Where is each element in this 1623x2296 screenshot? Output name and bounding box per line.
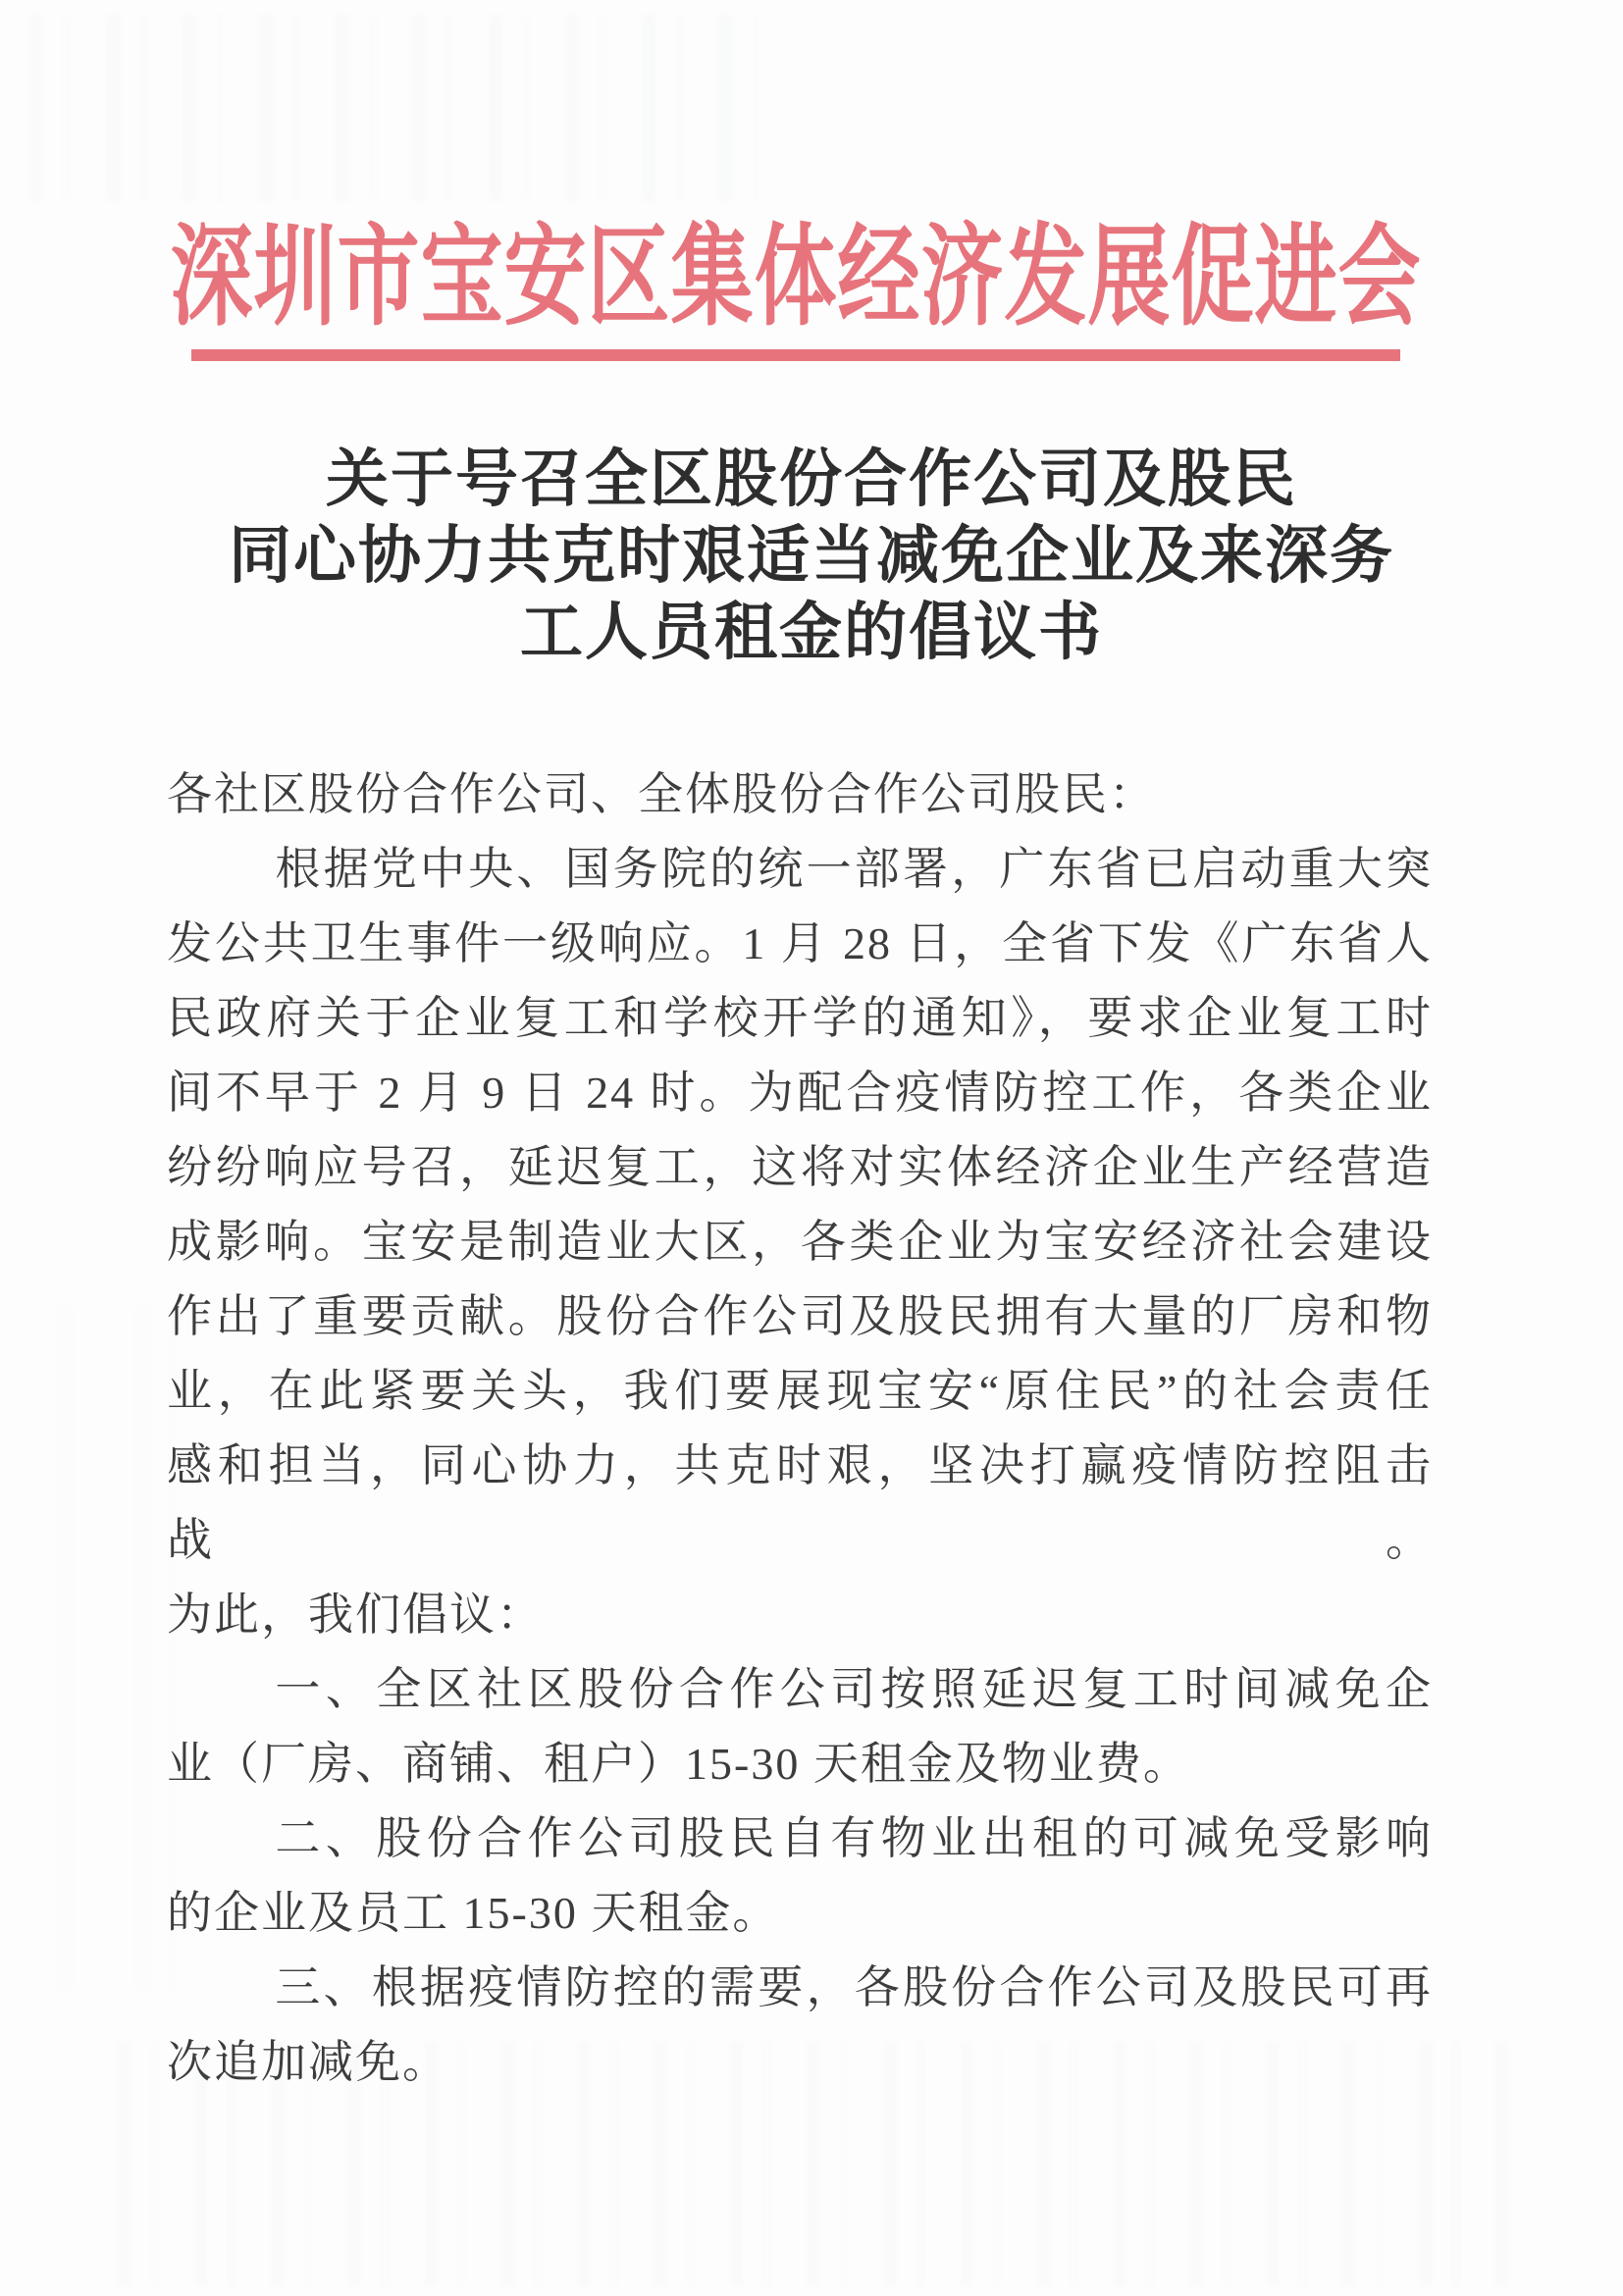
body-text-line: 业，在此紧要关头，我们要展现宝安“原住民”的社会责任 (167, 1366, 1433, 1416)
body-text-line: 间不早于 2 月 9 日 24 时。为配合疫情防控工作，各类企业 (167, 1068, 1433, 1118)
document-title-line: 同心协力共克时艰适当减免企业及来深务 (229, 521, 1394, 591)
document-title (0, 442, 1623, 671)
document-title-line: 关于号召全区股份合作公司及股民 (326, 444, 1297, 514)
bleed-through-artifact (59, 1305, 177, 1992)
body-text-line: 感和担当，同心协力，共克时艰，坚决打赢疫情防控阻击战。 (167, 1440, 1433, 1565)
body-text-line: 纷纷响应号召，延迟复工，这将对实体经济企业生产经营造 (167, 1142, 1433, 1192)
body-text-line: 作出了重要贡献。股份合作公司及股民拥有大量的厂房和物 (167, 1291, 1433, 1341)
document-title-line: 工人员租金的倡议书 (520, 598, 1103, 667)
body-text-line: 各社区股份合作公司、全体股份合作公司股民： (167, 769, 1156, 819)
letterhead-title: 深圳市宝安区集体经济发展促进会 (170, 215, 1422, 339)
body-text-line: 成影响。宝安是制造业大区，各类企业为宝安经济社会建设 (167, 1217, 1433, 1267)
body-text-line: 二、股份合作公司股民自有物业出租的可减免受影响 (275, 1813, 1433, 1863)
body-text-line: 发公共卫生事件一级响应。1 月 28 日，全省下发《广东省人 (167, 918, 1433, 968)
letterhead (0, 215, 1607, 361)
body-text-line: 三、根据疫情防控的需要，各股份合作公司及股民可再 (275, 1962, 1433, 2012)
body-text-line: 根据党中央、国务院的统一部署，广东省已启动重大突 (275, 844, 1433, 894)
body-text-line: 一、全区社区股份合作公司按照延迟复工时间减免企 (275, 1664, 1433, 1714)
body-text-line: 的企业及员工 15-30 天租金。 (167, 1888, 780, 1938)
body-text-line: 次追加减免。 (167, 2037, 449, 2087)
body-text-line: 为此，我们倡议： (167, 1590, 544, 1640)
bleed-through-artifact (29, 15, 775, 201)
body-text-line: 业（厂房、商铺、租户）15-30 天租金及物业费。 (167, 1739, 1190, 1789)
document-body (167, 757, 1433, 2100)
body-text-line: 民政府关于企业复工和学校开学的通知》，要求企业复工时 (167, 993, 1433, 1043)
